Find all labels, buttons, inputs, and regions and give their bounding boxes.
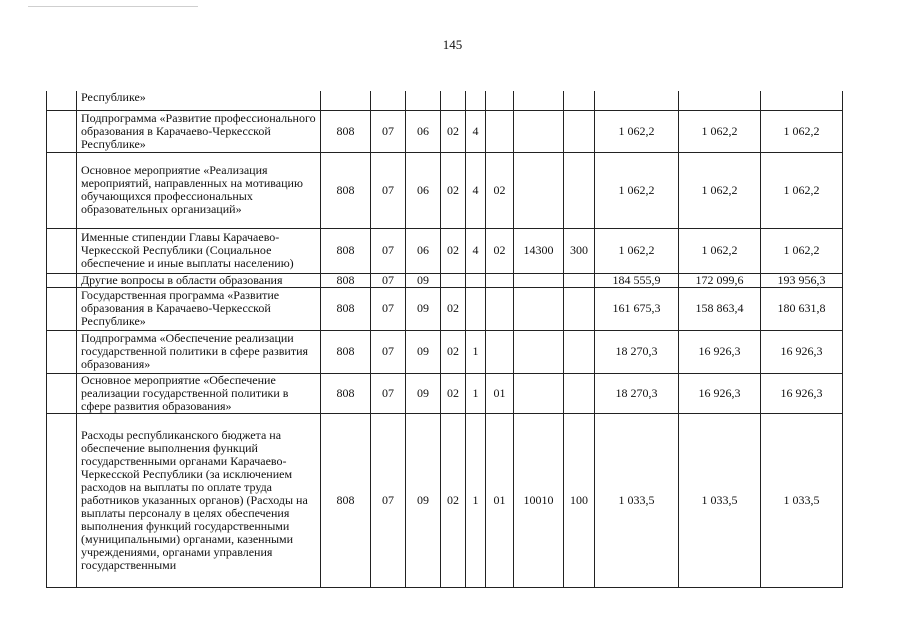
section-cell: 07 (371, 373, 406, 413)
table-row (47, 91, 843, 110)
margin-cell (47, 152, 77, 228)
section-cell: 07 (371, 152, 406, 228)
scan-edge-line (28, 6, 198, 7)
expense-type-cell (564, 110, 595, 152)
direction-cell (514, 287, 564, 330)
section-cell: 07 (371, 330, 406, 373)
amount-year3-cell: 16 926,3 (761, 330, 843, 373)
section-cell: 07 (371, 413, 406, 587)
amount-year3-cell: 16 926,3 (761, 373, 843, 413)
activity-cell (486, 330, 514, 373)
direction-cell (514, 110, 564, 152)
section-cell: 07 (371, 273, 406, 287)
expense-type-cell (564, 152, 595, 228)
amount-year1-cell: 18 270,3 (595, 373, 679, 413)
section-cell: 07 (371, 228, 406, 273)
subprogram-cell (466, 91, 486, 110)
amount-year2-cell: 1 062,2 (679, 228, 761, 273)
row-name-cell: Основное мероприятие «Реализация мероприятий, направленных на мотивацию обучающихся профессиональных образовательных организаций» (77, 152, 321, 228)
margin-cell (47, 287, 77, 330)
subsection-cell: 06 (406, 152, 441, 228)
ministry-code-cell: 808 (321, 228, 371, 273)
ministry-code-cell: 808 (321, 287, 371, 330)
subsection-cell: 09 (406, 287, 441, 330)
activity-cell: 02 (486, 228, 514, 273)
subsection-cell: 06 (406, 110, 441, 152)
subprogram-cell: 4 (466, 110, 486, 152)
program-cell: 02 (441, 152, 466, 228)
row-name-cell: Подпрограмма «Обеспечение реализации государственной политики в сфере развития образования» (77, 330, 321, 373)
subsection-cell: 09 (406, 373, 441, 413)
table-row (47, 287, 843, 330)
amount-year2-cell (679, 91, 761, 110)
program-cell: 02 (441, 287, 466, 330)
direction-cell (514, 91, 564, 110)
ministry-code-cell (321, 91, 371, 110)
amount-year1-cell: 18 270,3 (595, 330, 679, 373)
section-cell (371, 91, 406, 110)
margin-cell (47, 330, 77, 373)
expense-type-cell: 100 (564, 413, 595, 587)
table-row (47, 152, 843, 228)
row-name-cell: Подпрограмма «Развитие профессионального образования в Карачаево-Черкесской Республике» (77, 110, 321, 152)
page-number: 145 (442, 37, 463, 52)
row-name-cell: Основное мероприятие «Обеспечение реализации государственной политики в сфере развития образования» (77, 373, 321, 413)
row-name-cell: Государственная программа «Развитие образования в Карачаево-Черкесской Республике» (77, 287, 321, 330)
amount-year3-cell: 193 956,3 (761, 273, 843, 287)
amount-year2-cell: 1 062,2 (679, 152, 761, 228)
amount-year3-cell: 1 062,2 (761, 228, 843, 273)
expense-type-cell (564, 373, 595, 413)
amount-year3-cell (761, 91, 843, 110)
subsection-cell: 06 (406, 228, 441, 273)
direction-cell (514, 273, 564, 287)
table-row (47, 110, 843, 152)
subprogram-cell: 1 (466, 373, 486, 413)
table-row (47, 413, 843, 587)
ministry-code-cell: 808 (321, 152, 371, 228)
ministry-code-cell: 808 (321, 330, 371, 373)
activity-cell (486, 273, 514, 287)
activity-cell: 02 (486, 152, 514, 228)
table-row (47, 228, 843, 273)
row-name-cell: Другие вопросы в области образования (77, 273, 321, 287)
amount-year2-cell: 172 099,6 (679, 273, 761, 287)
direction-cell (514, 152, 564, 228)
direction-cell: 14300 (514, 228, 564, 273)
ministry-code-cell: 808 (321, 413, 371, 587)
program-cell: 02 (441, 413, 466, 587)
section-cell: 07 (371, 110, 406, 152)
program-cell: 02 (441, 330, 466, 373)
table-row (47, 273, 843, 287)
amount-year1-cell: 1 062,2 (595, 110, 679, 152)
amount-year1-cell: 161 675,3 (595, 287, 679, 330)
subsection-cell (406, 91, 441, 110)
direction-cell (514, 330, 564, 373)
expense-type-cell: 300 (564, 228, 595, 273)
row-name-cell: Республике» (77, 91, 321, 110)
program-cell: 02 (441, 373, 466, 413)
budget-table (46, 91, 843, 588)
expense-type-cell (564, 91, 595, 110)
activity-cell: 01 (486, 373, 514, 413)
subsection-cell: 09 (406, 273, 441, 287)
activity-cell: 01 (486, 413, 514, 587)
subprogram-cell: 4 (466, 228, 486, 273)
subsection-cell: 09 (406, 330, 441, 373)
row-name-cell: Расходы республиканского бюджета на обеспечение выполнения функций государственными органами Карачаево-Черкесской Республики (за исключением расходов на выплаты по оплате труда работников указанных органов) (Расходы на выплаты персоналу в целях обеспечения выполнения функций государственными (муниципальными) органами, казенными учреждениями, органами управления государственными (77, 413, 321, 587)
amount-year2-cell: 158 863,4 (679, 287, 761, 330)
subprogram-cell: 4 (466, 152, 486, 228)
subprogram-cell (466, 273, 486, 287)
direction-cell: 10010 (514, 413, 564, 587)
table-row (47, 330, 843, 373)
amount-year2-cell: 1 062,2 (679, 110, 761, 152)
ministry-code-cell: 808 (321, 373, 371, 413)
margin-cell (47, 413, 77, 587)
amount-year3-cell: 1 062,2 (761, 110, 843, 152)
direction-cell (514, 373, 564, 413)
program-cell: 02 (441, 110, 466, 152)
subprogram-cell: 1 (466, 330, 486, 373)
activity-cell (486, 91, 514, 110)
amount-year2-cell: 1 033,5 (679, 413, 761, 587)
expense-type-cell (564, 273, 595, 287)
table-row (47, 373, 843, 413)
program-cell (441, 273, 466, 287)
subsection-cell: 09 (406, 413, 441, 587)
program-cell (441, 91, 466, 110)
margin-cell (47, 228, 77, 273)
activity-cell (486, 287, 514, 330)
margin-cell (47, 110, 77, 152)
section-cell: 07 (371, 287, 406, 330)
expense-type-cell (564, 287, 595, 330)
ministry-code-cell: 808 (321, 273, 371, 287)
subprogram-cell (466, 287, 486, 330)
amount-year1-cell: 1 062,2 (595, 152, 679, 228)
subprogram-cell: 1 (466, 413, 486, 587)
amount-year2-cell: 16 926,3 (679, 330, 761, 373)
amount-year1-cell: 1 062,2 (595, 228, 679, 273)
program-cell: 02 (441, 228, 466, 273)
margin-cell (47, 373, 77, 413)
amount-year1-cell (595, 91, 679, 110)
table-body (47, 91, 843, 587)
amount-year3-cell: 1 033,5 (761, 413, 843, 587)
amount-year1-cell: 184 555,9 (595, 273, 679, 287)
amount-year3-cell: 1 062,2 (761, 152, 843, 228)
margin-cell (47, 273, 77, 287)
expense-type-cell (564, 330, 595, 373)
amount-year3-cell: 180 631,8 (761, 287, 843, 330)
ministry-code-cell: 808 (321, 110, 371, 152)
margin-cell (47, 91, 77, 110)
amount-year2-cell: 16 926,3 (679, 373, 761, 413)
amount-year1-cell: 1 033,5 (595, 413, 679, 587)
activity-cell (486, 110, 514, 152)
row-name-cell: Именные стипендии Главы Карачаево-Черкесской Республики (Социальное обеспечение и иные выплаты населению) (77, 228, 321, 273)
